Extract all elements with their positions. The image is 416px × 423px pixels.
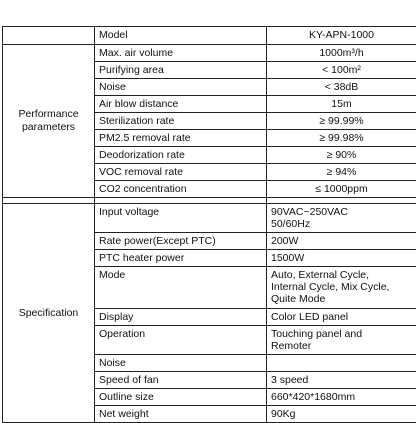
row-value: 660*420*1680mm — [267, 389, 416, 406]
spec-table — [2, 26, 416, 423]
row-label: Speed of fan — [95, 372, 267, 389]
row-value: 3 speed — [267, 372, 416, 389]
row-value: 200W — [267, 233, 416, 250]
table-row — [3, 27, 416, 45]
row-label: Net weight — [95, 406, 267, 423]
row-label: Purifying area — [95, 62, 267, 79]
group-specification: Specification — [3, 204, 95, 423]
table-row — [3, 45, 416, 62]
model-value: KY-APN-1000 — [267, 27, 416, 45]
row-value: 1500W — [267, 250, 416, 267]
row-value: ≥ 99.98% — [267, 130, 416, 147]
row-value: Auto, External Cycle, Internal Cycle, Mix Cycle, Quite Mode — [267, 267, 416, 309]
row-label: Max. air volume — [95, 45, 267, 62]
row-label: Mode — [95, 267, 267, 309]
row-label: PM2.5 removal rate — [95, 130, 267, 147]
row-label: Rate power(Except PTC) — [95, 233, 267, 250]
row-value: 15m — [267, 96, 416, 113]
row-label: Input voltage — [95, 204, 267, 233]
row-value: < 100m² — [267, 62, 416, 79]
row-label: Noise — [95, 355, 267, 372]
table-row — [3, 204, 416, 233]
row-label: Operation — [95, 326, 267, 355]
row-value: ≤ 1000ppm — [267, 181, 416, 198]
row-value: ≥ 94% — [267, 164, 416, 181]
row-value: Color LED panel — [267, 309, 416, 326]
row-label: PTC heater power — [95, 250, 267, 267]
row-label: Sterilization rate — [95, 113, 267, 130]
row-value: ≥ 90% — [267, 147, 416, 164]
row-value: Touching panel and Remoter — [267, 326, 416, 355]
group-performance: Performance parameters — [3, 45, 95, 198]
row-label: Display — [95, 309, 267, 326]
row-value: 90Kg — [267, 406, 416, 423]
row-value: 90VAC~250VAC 50/60Hz — [267, 204, 416, 233]
model-label: Model — [95, 27, 267, 45]
row-value — [267, 355, 416, 372]
row-label: VOC removal rate — [95, 164, 267, 181]
row-value: ≥ 99.99% — [267, 113, 416, 130]
header-empty-cell — [3, 27, 95, 45]
row-value: 1000m³/h — [267, 45, 416, 62]
row-label: Noise — [95, 79, 267, 96]
row-label: Air blow distance — [95, 96, 267, 113]
row-value: < 38dB — [267, 79, 416, 96]
row-label: CO2 concentration — [95, 181, 267, 198]
row-label: Outline size — [95, 389, 267, 406]
row-label: Deodorization rate — [95, 147, 267, 164]
